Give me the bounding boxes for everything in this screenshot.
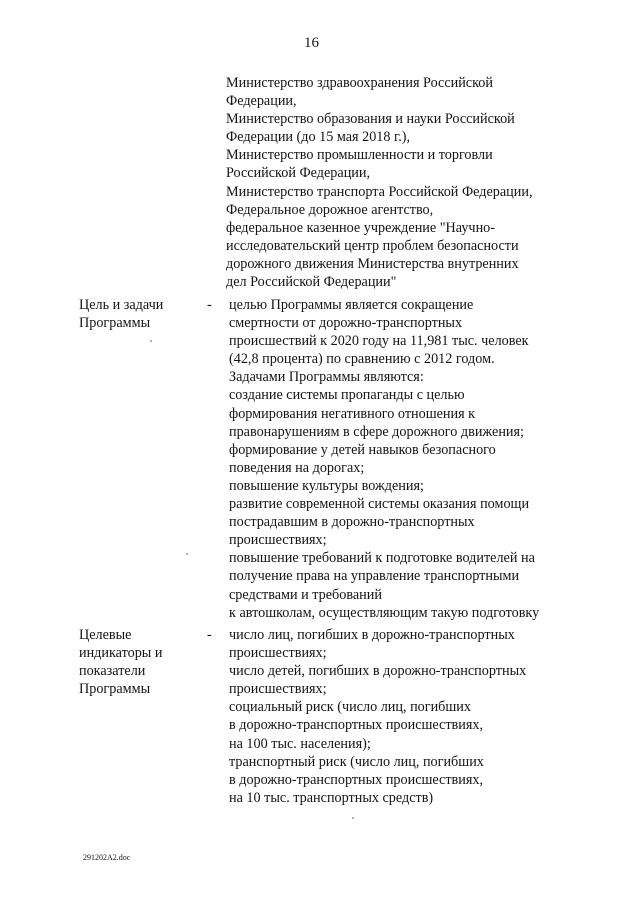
indicators-label-line: Целевые — [79, 627, 132, 643]
indicators-section-text — [229, 626, 526, 807]
intro-line: Федерации, — [226, 93, 297, 110]
goals-line: повышение требований к подготовке водителей на — [229, 550, 535, 567]
scan-speck — [150, 340, 152, 342]
goals-label-line: Цель и задачи — [79, 297, 164, 313]
goals-line: поведения на дорогах; — [229, 459, 365, 476]
goals-line: создание системы пропаганды с целью — [229, 387, 465, 404]
indicators-line: на 100 тыс. населения); — [229, 735, 371, 752]
indicators-dash: - — [207, 627, 212, 643]
goals-line: формирование у детей навыков безопасного — [229, 441, 496, 458]
indicators-line: происшествиях; — [229, 681, 327, 698]
intro-line: Министерство транспорта Российской Федерации, — [226, 183, 533, 200]
intro-line: Министерство образования и науки Российской — [226, 111, 515, 128]
indicators-line: происшествиях; — [229, 645, 327, 662]
indicators-line: на 10 тыс. транспортных средств) — [229, 789, 434, 806]
goals-dash: - — [207, 297, 212, 313]
indicators-line: в дорожно-транспортных происшествиях, — [229, 771, 484, 788]
intro-line: Федеральное дорожное агентство, — [226, 201, 434, 218]
goals-section-text — [229, 296, 539, 622]
scan-speck — [186, 553, 188, 555]
indicators-line: число детей, погибших в дорожно-транспортных — [229, 663, 527, 680]
responsible-bodies-list — [226, 74, 533, 291]
indicators-line: транспортный риск (число лиц, погибших — [229, 753, 484, 770]
goals-line: Задачами Программы являются: — [229, 369, 424, 386]
goals-line: происшествий к 2020 году на 11,981 тыс. человек — [229, 333, 529, 350]
scan-speck — [352, 817, 354, 819]
goals-line: смертности от дорожно-транспортных — [229, 315, 463, 332]
goals-line: происшествиях; — [229, 532, 327, 549]
intro-line: дел Российской Федерации" — [226, 274, 397, 291]
goals-line: к автошколам, осуществляющим такую подготовку — [229, 604, 540, 621]
goals-section-label — [79, 296, 163, 332]
goals-line: средствами и требований — [229, 586, 382, 603]
goals-line: получение права на управление транспортными — [229, 568, 520, 585]
goals-line: развитие современной системы оказания помощи — [229, 496, 530, 513]
indicators-label-line: показатели — [79, 663, 146, 680]
intro-line: Федерации (до 15 мая 2018 г.), — [226, 129, 411, 146]
indicators-line: число лиц, погибших в дорожно-транспортных — [229, 627, 515, 643]
indicators-label-line: индикаторы и — [79, 645, 163, 662]
intro-line: Министерство здравоохранения Российской — [226, 75, 493, 91]
file-name-footer: 291202A2.doc — [83, 853, 131, 862]
page-number: 16 — [304, 35, 319, 51]
intro-line: дорожного движения Министерства внутренних — [226, 255, 519, 272]
indicators-line: социальный риск (число лиц, погибших — [229, 699, 471, 716]
goals-line: целью Программы является сокращение — [229, 297, 474, 313]
goals-line: правонарушениям в сфере дорожного движения; — [229, 423, 524, 440]
indicators-line: в дорожно-транспортных происшествиях, — [229, 717, 484, 734]
intro-line: исследовательский центр проблем безопасности — [226, 237, 519, 254]
intro-line: Российской Федерации, — [226, 165, 371, 182]
indicators-section-label — [79, 626, 162, 698]
indicators-label-line: Программы — [79, 681, 151, 698]
goals-line: пострадавшим в дорожно-транспортных — [229, 514, 475, 531]
intro-line: Министерство промышленности и торговли — [226, 147, 493, 164]
goals-line: повышение культуры вождения; — [229, 477, 424, 494]
intro-line: федеральное казенное учреждение "Научно- — [226, 219, 495, 236]
goals-line: (42,8 процента) по сравнению с 2012 годом. — [229, 351, 495, 368]
goals-label-line: Программы — [79, 315, 151, 332]
goals-line: формирования негативного отношения к — [229, 405, 476, 422]
